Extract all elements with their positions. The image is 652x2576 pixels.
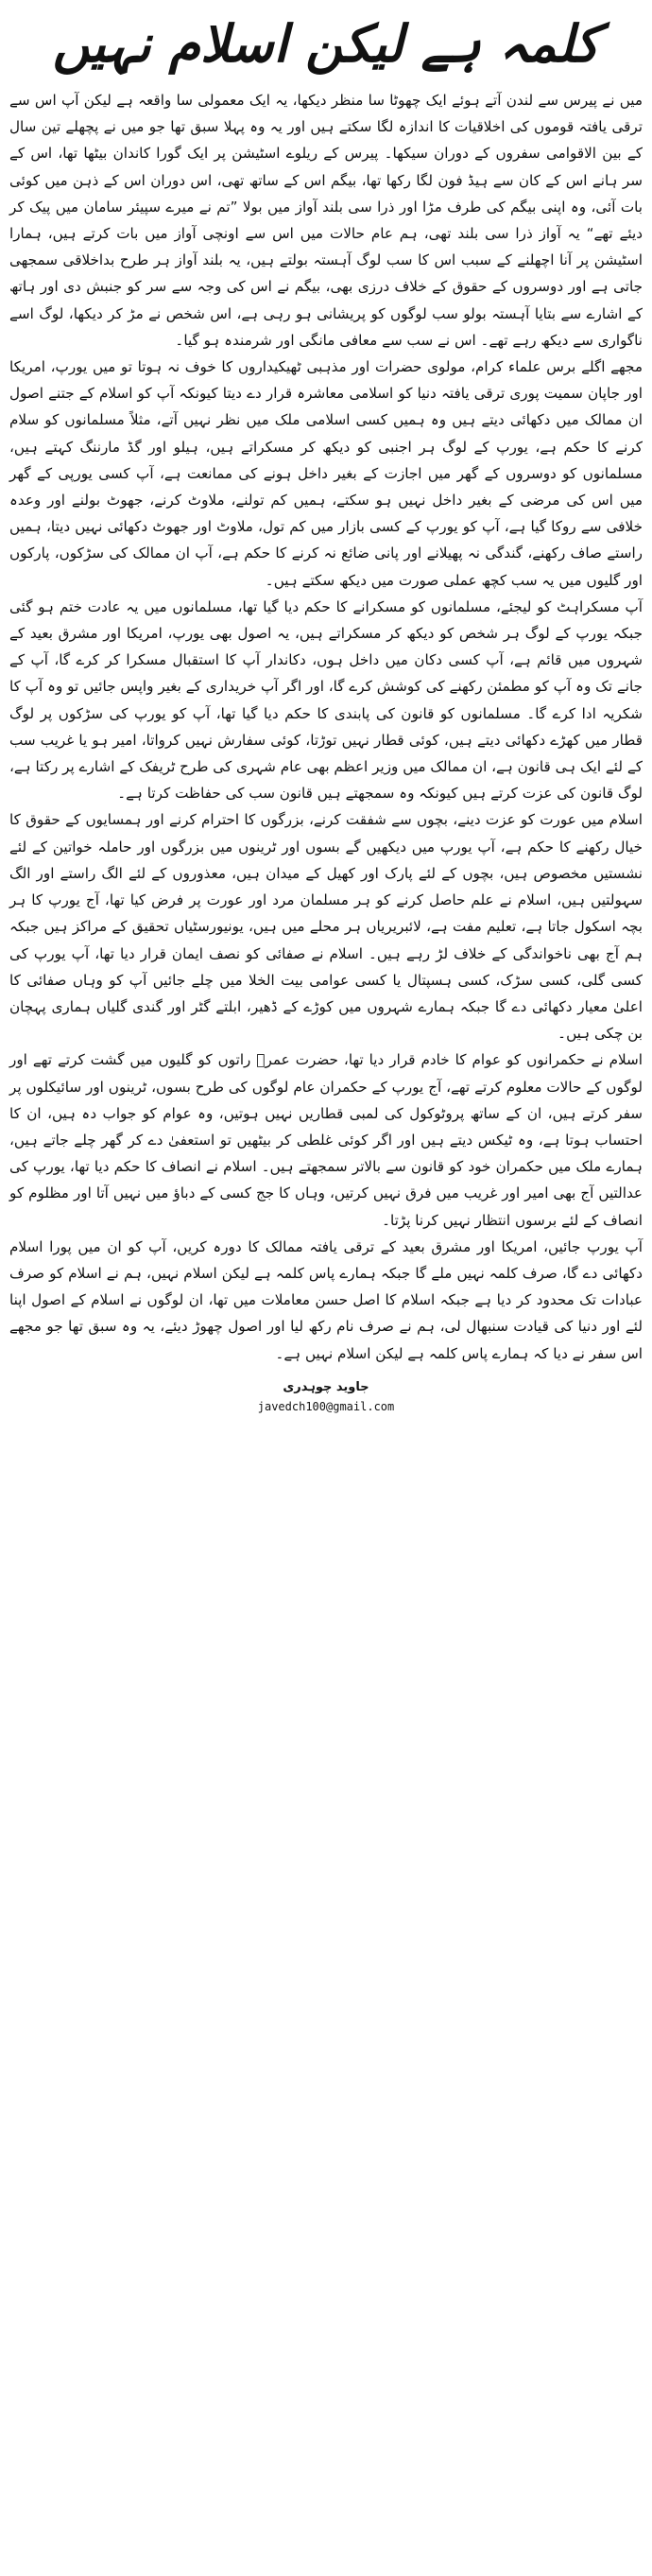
author-email[interactable]: javedch100@gmail.com <box>257 1399 395 1413</box>
author-name: جاوید چوہدری <box>283 1379 369 1394</box>
article-paragraph: آپ مسکراہٹ کو لیجئے، مسلمانوں کو مسکرانے کا حکم دیا گیا تھا، مسلمانوں میں یہ عادت ختم ہو گئی جبکہ یورپ کے لوگ ہر شخص کو دیکھ کر مسکراتے ہیں، یہ اصول بھی یورپ، امریکا اور مشرق بعید کے شہروں میں قائم ہے، آپ کسی دکان میں داخل ہوں، دکاندار آپ کا استقبال مسکرا کر کرے گا، آپ کے جانے تک وہ آپ کو مطمئن رکھنے کی کوشش کرے گا، اور اگر آپ خریداری کے بغیر واپس جائیں تو وہ آپ کا شکریہ ادا کرے گا۔ مسلمانوں کو قانون کی پابندی کا حکم دیا گیا تھا، آپ کو یورپ کی سڑکوں پر لوگ قطار میں کھڑے دکھائی دیتے ہیں، کوئی قطار نہیں توڑتا، کوئی سفارش نہیں کرواتا، امیر ہو یا غریب سب کے لئے ایک ہی قانون ہے، ان ممالک میں وزیر اعظم بھی عام شہری کی طرح ٹریفک کے اشارے پر رکتا ہے، لوگ قانون کی عزت کرتے ہیں کیونکہ وہ سمجھتے ہیں قانون سب کی حفاظت کرتا ہے۔ <box>9 597 643 803</box>
article-paragraph: اسلام نے حکمرانوں کو عوام کا خادم قرار دیا تھا، حضرت عمرؓ راتوں کو گلیوں میں گشت کرتے تھے اور لوگوں کے حالات معلوم کرتے تھے، آج یورپ کے حکمران عام لوگوں کی طرح بسوں، ٹرینوں اور سائیکلوں پر سفر کرتے ہیں، ان کے ساتھ پروٹوکول کی لمبی قطاریں نہیں ہوتیں، وہ عوام کو جواب دہ ہیں، ان کا احتساب ہوتا ہے، وہ ٹیکس دیتے ہیں اور اگر کوئی غلطی کر بیٹھیں تو استعفیٰ دے کر گھر چلے جاتے ہیں، ہمارے ملک میں حکمران خود کو قانون سے بالاتر سمجھتے ہیں۔ اسلام نے انصاف کا حکم دیا تھا، یورپ کی عدالتیں آج بھی امیر اور غریب میں فرق نہیں کرتیں، وہاں کا جج کسی کے دباؤ میں نہیں آتا اور مظلوم کو انصاف کے لئے برسوں انتظار نہیں کرنا پڑتا۔ <box>9 1051 643 1229</box>
article-body <box>9 87 643 1367</box>
article-paragraph: آپ یورپ جائیں، امریکا اور مشرق بعید کے ترقی یافتہ ممالک کا دورہ کریں، آپ کو ان میں پورا اسلام دکھائی دے گا، صرف کلمہ نہیں ملے گا جبکہ ہمارے پاس کلمہ ہے لیکن اسلام نہیں، ہم نے اسلام کو صرف عبادات تک محدود کر دیا ہے جبکہ اسلام کا اصل حسن معاملات میں تھا، ان لوگوں نے اسلام کے اصول اپنا لئے اور دنیا کی قیادت سنبھال لی، ہم نے صرف نام رکھ لیا اور اصول چھوڑ دیئے، یہ وہ سبق تھا جو مجھے اس سفر نے دیا کہ ہمارے پاس کلمہ ہے لیکن اسلام نہیں ہے۔ <box>9 1237 643 1362</box>
article-paragraph: اسلام میں عورت کو عزت دینے، بچوں سے شفقت کرنے، بزرگوں کا احترام کرنے اور ہمسایوں کے حقوق کا خیال رکھنے کا حکم ہے، آپ یورپ میں دیکھیں گے بسوں اور ٹرینوں میں بزرگوں اور حاملہ خواتین کے لئے نشستیں مخصوص ہیں، بچوں کے لئے پارک اور کھیل کے میدان ہیں، معذوروں کے لئے الگ راستے اور الگ سہولتیں ہیں، اسلام نے علم حاصل کرنے کو ہر مسلمان مرد اور عورت پر فرض کیا تھا، آج یورپ کا ہر بچہ اسکول جاتا ہے، تعلیم مفت ہے، لائبریریاں ہر محلے میں ہیں، یونیورسٹیاں تحقیق کے مراکز ہیں جبکہ ہم آج بھی ناخواندگی کے خلاف لڑ رہے ہیں۔ اسلام نے صفائی کو نصف ایمان قرار دیا تھا، آپ یورپ کی کسی گلی، کسی سڑک، کسی ہسپتال یا کسی عوامی بیت الخلا میں چلے جائیں آپ کو وہاں صفائی کا اعلیٰ معیار دکھائی دے گا جبکہ ہمارے شہروں میں کوڑے کے ڈھیر، ابلتے گٹر اور گندی گلیاں ہماری پہچان بن چکی ہیں۔ <box>9 811 643 1043</box>
byline <box>9 1378 643 1416</box>
article-paragraph: مجھے اگلے برس علماء کرام، مولوی حضرات اور مذہبی ٹھیکیداروں کا خوف نہ ہوتا تو میں یورپ، امریکا اور جاپان سمیت پوری ترقی یافتہ دنیا کو اسلامی معاشرہ قرار دے دیتا کیونکہ آپ کو اسلام کے جتنے اصول ان ممالک میں دکھائی دیتے ہیں وہ ہمیں کسی اسلامی ملک میں نظر نہیں آتے، مثلاً مسلمانوں کو سلام کرنے کا حکم ہے، یورپ کے لوگ ہر اجنبی کو دیکھ کر مسکراتے ہیں، ہیلو اور گڈ مارننگ کہتے ہیں، مسلمانوں کو دوسروں کے گھر میں اجازت کے بغیر داخل ہونے کی ممانعت ہے، آپ کسی یورپی کے گھر میں اس کی مرضی کے بغیر داخل نہیں ہو سکتے، ہمیں کم تولنے، ملاوٹ کرنے، جھوٹ بولنے اور وعدہ خلافی سے روکا گیا ہے، آپ کو یورپ کے کسی بازار میں کم تول، ملاوٹ اور جھوٹ دکھائی نہیں دیتا، ہمیں راستے صاف رکھنے، گندگی نہ پھیلانے اور پانی ضائع نہ کرنے کا حکم ہے، آپ ان ممالک کی سڑکوں، پارکوں اور گلیوں میں یہ سب کچھ عملی صورت میں دیکھ سکتے ہیں۔ <box>9 358 643 589</box>
article-headline: کلمہ ہے لیکن اسلام نہیں <box>52 13 600 74</box>
article-paragraph: میں نے پیرس سے لندن آتے ہوئے ایک چھوٹا سا منظر دیکھا، یہ ایک معمولی سا واقعہ ہے لیکن آپ اس سے ترقی یافتہ قوموں کی اخلاقیات کا اندازہ لگا سکتے ہیں اور یہ وہ پہلا سبق تھا جو میں نے پچھلے تین سال کے بین الاقوامی سفروں کے دوران سیکھا۔ پیرس کے ریلوے اسٹیشن پر ایک گورا کاندان بیٹھا تھا، اس کے سر ہانے اس کے کان سے ہیڈ فون لگا رکھا تھا، بیگم اس کے ساتھ تھی، اس دوران اس کے ذہن میں کوئی بات آئی، وہ اپنی بیگم کی طرف مڑا اور ذرا سی بلند آواز میں بولا ”تم نے میرے سپیئر سامان میں پیک کر دیئے تھے“ یہ آواز ذرا سی بلند تھی، ہم عام حالات میں اس سے اونچی آواز میں بات کرتے ہیں، ہمارا اسٹیشن پر آنا اچھلنے کے سبب اس کا سب لوگ آہستہ بولتے ہیں، یہ بلند آواز ہر طرح بداخلاقی سمجھی جاتی ہے اور دوسروں کے حقوق کے خلاف درزی بھی، بیگم نے اس کی وجہ سے سر کو جنبش دی اور ہاتھ کے اشارے سے بتایا آہستہ بولو سب لوگوں کو پریشانی ہو رہی ہے، اس شخص نے مڑ کر دیکھا، لوگ اسے ناگواری سے دیکھ رہے تھے۔ اس نے سب سے معافی مانگی اور شرمندہ ہو گیا۔ <box>9 92 643 349</box>
